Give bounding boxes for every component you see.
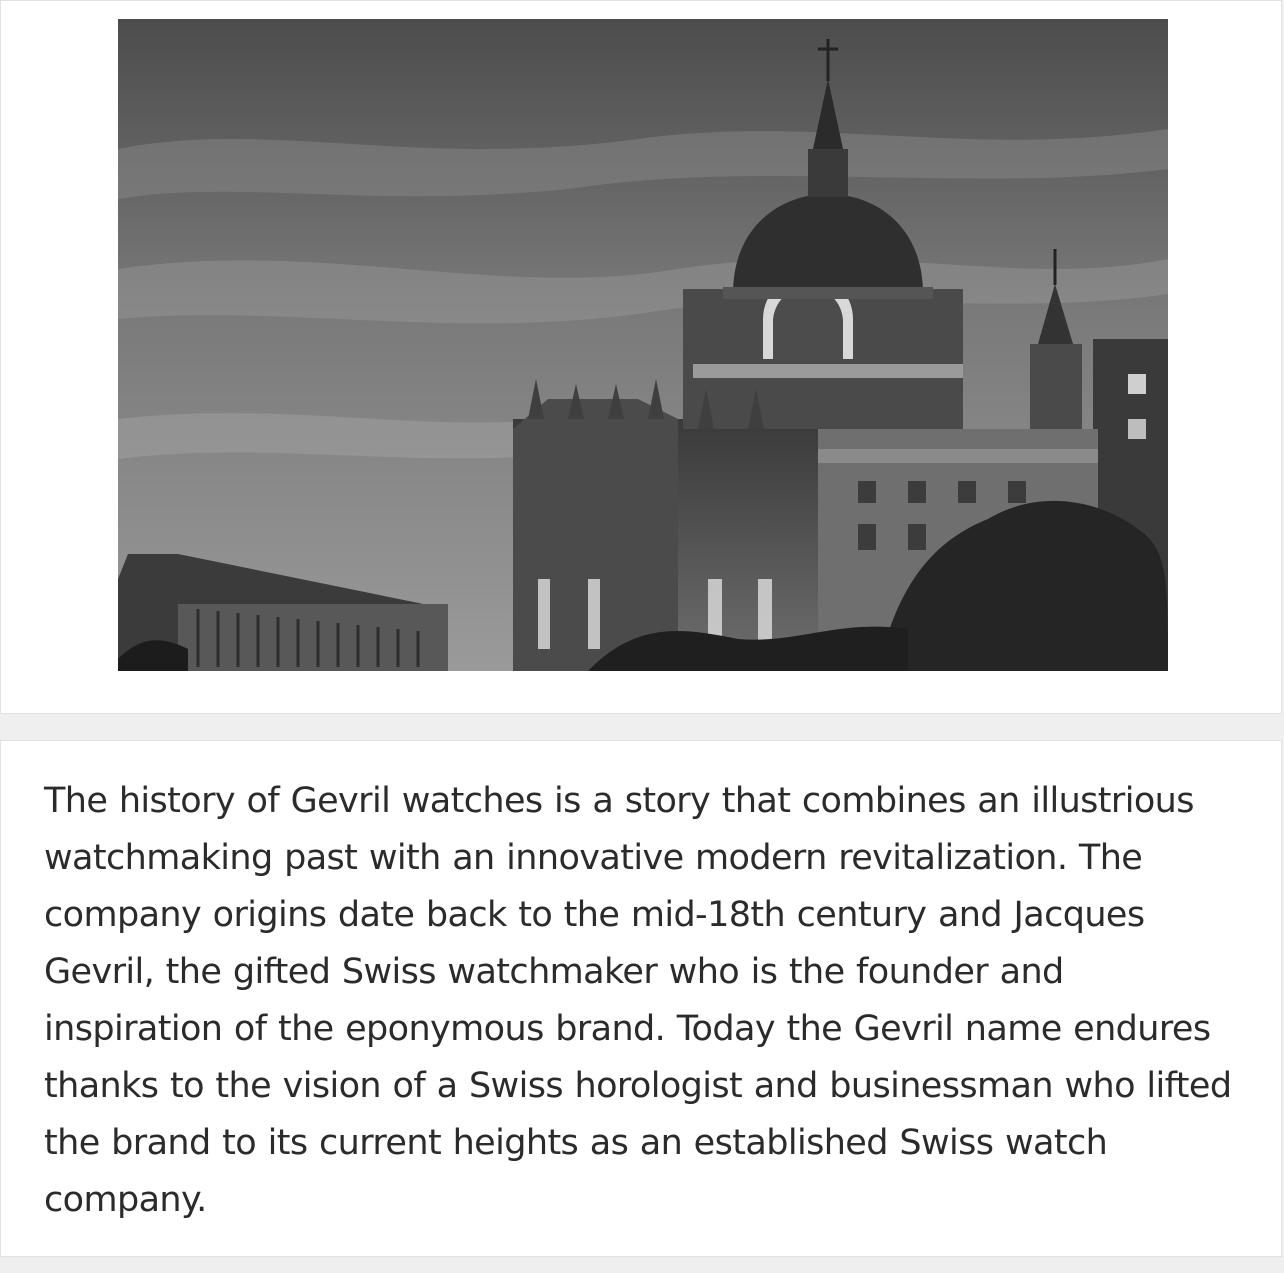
cathedral-icon [118, 19, 1168, 671]
text-card [0, 740, 1282, 1257]
article-paragraph: The history of Gevril watches is a story that combines an illustrious watchmaking past with an innovative modern revitalization. The company origins date back to the mid-18th century and Jacques Gevril, the gifted Swiss watchmaker who is the founder and inspiration of the eponymous brand. Today the Gevril name endures thanks to the vision of a Swiss horologist and businessman who lifted the brand to its current heights as an established Swiss watch company. [44, 781, 1232, 1220]
cathedral-photo [118, 19, 1168, 671]
